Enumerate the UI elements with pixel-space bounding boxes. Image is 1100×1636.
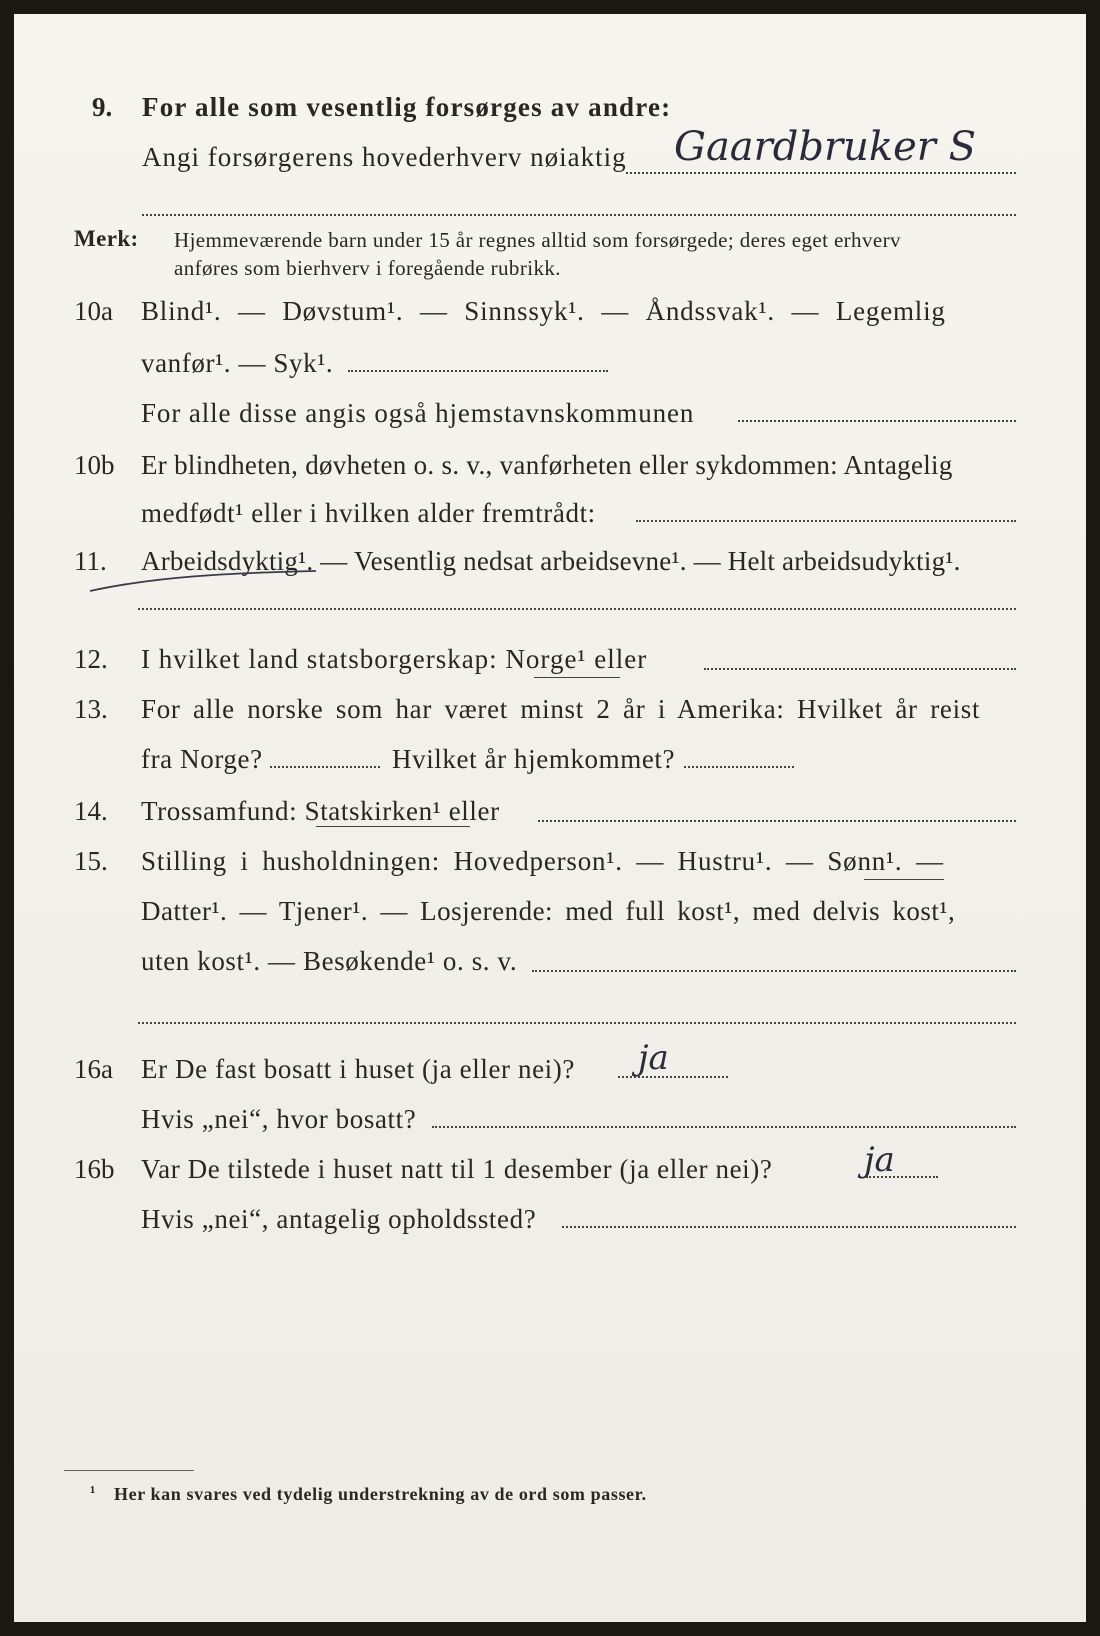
q9-line1: For alle som vesentlig forsørges av andre: xyxy=(142,92,672,122)
q13-line2a: fra Norge? xyxy=(141,744,263,774)
q10a-line2: vanfør¹. — Syk¹. xyxy=(141,348,334,378)
q14-line1: Trossamfund: Statskirken¹ eller xyxy=(141,796,500,826)
q14-number: 14. xyxy=(74,796,108,826)
q16a-line2: Hvis „nei“, hvor bosatt? xyxy=(141,1104,417,1134)
footnote-text: Her kan svares ved tydelig understrekning av de ord som passer. xyxy=(114,1484,647,1504)
merk-label: Merk: xyxy=(74,226,139,251)
q16b-opholdssted-line[interactable] xyxy=(562,1226,1016,1228)
q15-line2: Datter¹. — Tjener¹. — Losjerende: med full kost¹, med delvis kost¹, xyxy=(141,896,956,926)
footnote-mark: ¹ xyxy=(90,1482,96,1502)
merk-line1: Hjemmeværende barn under 15 år regnes alltid som forsørgede; deres eget erhverv xyxy=(174,228,901,252)
q11-extra-line[interactable] xyxy=(138,608,1016,610)
q16a-bosatt-line[interactable] xyxy=(432,1126,1016,1128)
q10b-answer-line[interactable] xyxy=(636,520,1016,522)
q12-norge-underline xyxy=(534,677,620,678)
q9-line2: Angi forsørgerens hovederhverv nøiaktig xyxy=(142,142,627,172)
census-form xyxy=(14,14,1086,1622)
q16a-line1: Er De fast bosatt i huset (ja eller nei)? xyxy=(141,1054,575,1084)
q9-extra-line[interactable] xyxy=(142,214,1016,216)
q13-line2b: Hvilket år hjemkommet? xyxy=(392,744,676,774)
q10a-kommune-line[interactable] xyxy=(738,420,1016,422)
q16a-answer-line[interactable] xyxy=(618,1076,728,1078)
q10b-line1: Er blindheten, døvheten o. s. v., vanførheten eller sykdommen: Antagelig xyxy=(141,450,953,480)
q15-sonn-underline xyxy=(864,879,944,880)
q10a-line3: For alle disse angis også hjemstavnskommunen xyxy=(141,398,695,428)
q11-number: 11. xyxy=(74,546,107,576)
q16a-answer-handwriting: ja xyxy=(638,1038,669,1078)
q15-number: 15. xyxy=(74,846,108,876)
q10a-syk-line[interactable] xyxy=(348,370,608,372)
q13-hjemkommet-line[interactable] xyxy=(684,766,794,768)
q15-line3: uten kost¹. — Besøkende¹ o. s. v. xyxy=(141,946,518,976)
q12-line1: I hvilket land statsborgerskap: Norge¹ eller xyxy=(141,644,648,674)
q16b-line1: Var De tilstede i huset natt til 1 desember (ja eller nei)? xyxy=(141,1154,773,1184)
q14-statskirken-underline xyxy=(316,826,470,827)
q9-answer-line[interactable] xyxy=(626,172,1016,174)
q9-number: 9. xyxy=(92,92,113,122)
q9-answer-handwriting: Gaardbruker S xyxy=(674,124,977,170)
q11-handwritten-underline xyxy=(84,559,324,599)
q13-number: 13. xyxy=(74,694,108,724)
q10a-number: 10a xyxy=(74,296,113,326)
q11-line1: Arbeidsdyktig¹. — Vesentlig nedsat arbeidsevne¹. — Helt arbeidsudyktig¹. xyxy=(141,546,961,576)
q10a-line1: Blind¹. — Døvstum¹. — Sinnssyk¹. — Åndssvak¹. — Legemlig xyxy=(141,296,946,326)
q16b-line2: Hvis „nei“, antagelig opholdssted? xyxy=(141,1204,537,1234)
q13-line1: For alle norske som har været minst 2 år i Amerika: Hvilket år reist xyxy=(141,694,981,724)
footnote-rule xyxy=(64,1470,194,1471)
q15-extra-line[interactable] xyxy=(138,1022,1016,1024)
q16a-number: 16a xyxy=(74,1054,113,1084)
q16b-number: 16b xyxy=(74,1154,115,1184)
q12-answer-line[interactable] xyxy=(704,668,1016,670)
q14-answer-line[interactable] xyxy=(538,820,1016,822)
q10b-number: 10b xyxy=(74,450,115,480)
q12-number: 12. xyxy=(74,644,108,674)
q16b-answer-handwriting: ja xyxy=(864,1140,895,1180)
merk-line2: anføres som bierhverv i foregående rubrikk. xyxy=(174,256,561,280)
q15-line1: Stilling i husholdningen: Hovedperson¹. — Hustru¹. — Sønn¹. — xyxy=(141,846,944,876)
q13-reist-line[interactable] xyxy=(270,766,380,768)
q15-answer-line[interactable] xyxy=(532,970,1016,972)
q10b-line2: medfødt¹ eller i hvilken alder fremtrådt: xyxy=(141,498,596,528)
